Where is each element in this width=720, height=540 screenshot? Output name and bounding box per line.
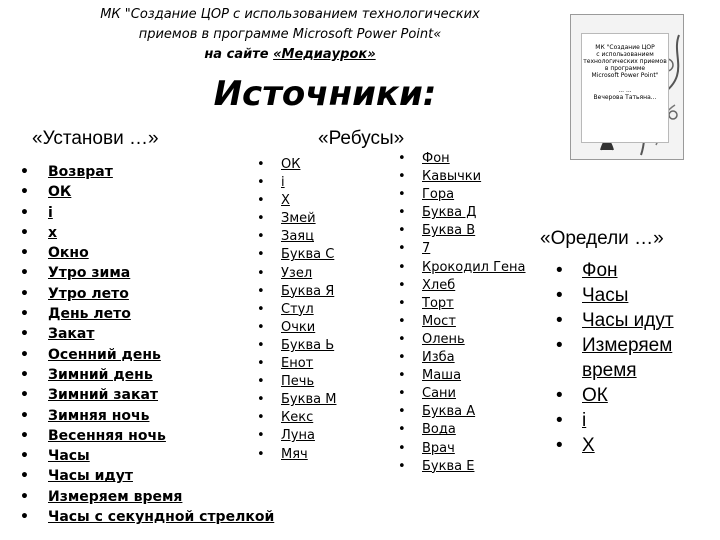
- list-item: [422, 440, 526, 458]
- hyperlink[interactable]: Буква С: [281, 247, 335, 263]
- hyperlink[interactable]: Печь: [281, 374, 315, 390]
- list-item: [281, 373, 336, 391]
- hyperlink[interactable]: Фон: [582, 260, 618, 281]
- hyperlink[interactable]: Торт: [422, 295, 454, 311]
- hyperlink[interactable]: Змей: [281, 211, 316, 227]
- hyperlink[interactable]: Часы с секундной стрелкой: [48, 509, 275, 526]
- list-item: [582, 433, 702, 458]
- list-item: [48, 466, 274, 486]
- list-item: [422, 458, 526, 476]
- page-title: Источники:: [213, 74, 437, 114]
- list-item: [281, 265, 336, 283]
- hyperlink[interactable]: Возврат: [48, 164, 113, 180]
- hyperlink[interactable]: Вода: [422, 422, 456, 438]
- list-item: [422, 222, 526, 240]
- hyperlink[interactable]: Стул: [281, 301, 314, 317]
- hyperlink[interactable]: Фон: [422, 151, 450, 166]
- header-line-3: [60, 46, 520, 64]
- list-item: [48, 284, 274, 304]
- hyperlink[interactable]: Весенняя ночь: [48, 427, 166, 444]
- list-item: [48, 507, 274, 527]
- hyperlink[interactable]: Буква Д: [422, 205, 477, 221]
- hyperlink[interactable]: Буква М: [281, 392, 337, 408]
- hyperlink[interactable]: Буква Ь: [281, 337, 335, 353]
- list-item: [422, 295, 526, 313]
- hyperlink[interactable]: Буква А: [422, 404, 476, 420]
- thumbnail-line: МК "Создание ЦОР: [595, 44, 655, 51]
- thumbnail-line: Вечерова Татьяна...: [593, 94, 657, 101]
- hyperlink[interactable]: Мяч: [281, 446, 308, 462]
- list-item: [582, 258, 702, 283]
- list-item: [48, 162, 274, 182]
- hyperlink[interactable]: Утро лето: [48, 285, 129, 302]
- thumbnail-line: с использованием: [596, 51, 654, 58]
- hyperlink[interactable]: Гора: [422, 187, 455, 203]
- list-item: [281, 210, 336, 228]
- hyperlink[interactable]: Хлеб: [422, 277, 456, 293]
- hyperlink[interactable]: Зимняя ночь: [48, 407, 150, 424]
- hyperlink[interactable]: Сани: [422, 386, 456, 402]
- hyperlink[interactable]: ОК: [48, 184, 72, 201]
- hyperlink[interactable]: X: [281, 193, 290, 209]
- list-item: [582, 308, 702, 333]
- hyperlink[interactable]: Буква В: [422, 223, 476, 239]
- list-item: [281, 228, 336, 246]
- list-item: [48, 182, 274, 202]
- hyperlink[interactable]: Изба: [422, 350, 455, 366]
- list-item: [582, 283, 702, 308]
- hyperlink[interactable]: i: [582, 410, 587, 431]
- list-item: [48, 406, 274, 426]
- hyperlink[interactable]: Маша: [422, 368, 462, 384]
- list-item: [281, 283, 336, 301]
- hyperlink[interactable]: ОК: [281, 157, 301, 172]
- hyperlink[interactable]: X: [582, 435, 595, 456]
- list-item: [422, 186, 526, 204]
- rebusy-heading: «Ребусы»: [318, 128, 405, 149]
- list-item: [281, 427, 336, 445]
- hyperlink[interactable]: Кекс: [281, 410, 314, 426]
- hyperlink[interactable]: Заяц: [281, 229, 314, 245]
- mediaurok-link[interactable]: «Медиаурок»: [273, 47, 376, 62]
- thumbnail-line: Microsoft Power Point": [591, 72, 659, 79]
- list-item: [582, 408, 702, 433]
- hyperlink[interactable]: Крокодил Гена: [422, 259, 526, 275]
- hyperlink[interactable]: Олень: [422, 331, 465, 347]
- hyperlink[interactable]: Измеряем время: [48, 488, 183, 505]
- list-item: [422, 259, 526, 277]
- list-item: [48, 426, 274, 446]
- hyperlink[interactable]: Мост: [422, 313, 456, 329]
- list-item: [422, 421, 526, 439]
- hyperlink[interactable]: Врач: [422, 440, 455, 456]
- list-item: [281, 156, 336, 174]
- hyperlink[interactable]: Кавычки: [422, 169, 482, 185]
- hyperlink[interactable]: Измеряем время: [582, 335, 673, 381]
- list-item: [48, 243, 274, 263]
- hyperlink[interactable]: x: [48, 224, 58, 241]
- list-item: [422, 403, 526, 421]
- hyperlink[interactable]: Часы идут: [582, 310, 674, 331]
- thumbnail-title-card: [581, 33, 669, 143]
- list-item: [422, 277, 526, 295]
- list-item: [48, 487, 274, 507]
- hyperlink[interactable]: i: [48, 204, 53, 221]
- ustanovi-heading: «Установи …»: [32, 128, 159, 149]
- hyperlink[interactable]: День лето: [48, 306, 131, 323]
- list-item: [422, 168, 526, 186]
- list-item: [281, 391, 336, 409]
- list-item: [48, 263, 274, 283]
- hyperlink[interactable]: Окно: [48, 245, 89, 262]
- hyperlink[interactable]: ОК: [582, 385, 608, 406]
- hyperlink[interactable]: Зимний день: [48, 366, 153, 383]
- list-item: [48, 203, 274, 223]
- list-item: [582, 333, 702, 383]
- presentation-thumbnail[interactable]: [570, 14, 684, 160]
- hyperlink[interactable]: Буква Я: [281, 283, 335, 299]
- list-item: [422, 204, 526, 222]
- list-item: [48, 365, 274, 385]
- list-item: [281, 446, 336, 464]
- list-item: [582, 383, 702, 408]
- list-item: [48, 446, 274, 466]
- list-item: [48, 385, 274, 405]
- list-item: [422, 313, 526, 331]
- header-line-2: приемов в программе Microsoft Power Point«: [138, 27, 442, 42]
- thumbnail-line: в программе: [604, 65, 646, 72]
- list-item: [48, 345, 274, 365]
- list-item: [48, 304, 274, 324]
- list-item: [281, 319, 336, 337]
- opredeli-list: [582, 258, 702, 458]
- list-item: [281, 409, 336, 427]
- hyperlink[interactable]: Часы: [582, 285, 629, 306]
- hyperlink[interactable]: Узел: [281, 265, 313, 281]
- hyperlink[interactable]: Буква Е: [422, 458, 475, 474]
- thumbnail-line: технологических приемов: [583, 58, 667, 65]
- thumbnail-line: ... ...: [618, 87, 632, 94]
- list-item: [422, 367, 526, 385]
- list-item: [422, 385, 526, 403]
- rebusy-list-col2: [422, 150, 526, 476]
- list-item: [422, 150, 526, 168]
- list-item: [281, 337, 336, 355]
- list-item: [422, 331, 526, 349]
- hyperlink[interactable]: Енот: [281, 356, 314, 372]
- hyperlink[interactable]: Часы идут: [48, 468, 133, 485]
- list-item: [422, 240, 526, 258]
- list-item: [281, 174, 336, 192]
- hyperlink[interactable]: Утро зима: [48, 265, 131, 282]
- list-item: [281, 301, 336, 319]
- list-item: [48, 324, 274, 344]
- hyperlink[interactable]: i: [281, 175, 285, 191]
- ustanovi-list: [48, 162, 274, 527]
- header-line-1: МК "Создание ЦОР с использованием технологических: [100, 7, 480, 22]
- hyperlink[interactable]: Закат: [48, 326, 95, 343]
- hyperlink[interactable]: Осенний день: [48, 346, 161, 363]
- list-item: [281, 355, 336, 373]
- hyperlink[interactable]: 7: [422, 241, 431, 257]
- list-item: [422, 349, 526, 367]
- hyperlink[interactable]: Зимний закат: [48, 387, 159, 404]
- opredeli-heading: «Оредели …»: [540, 228, 664, 249]
- hyperlink[interactable]: Очки: [281, 319, 316, 335]
- list-item: [281, 246, 336, 264]
- header-site-prefix: на сайте: [204, 47, 274, 62]
- rebusy-list-col1: [281, 156, 336, 464]
- hyperlink[interactable]: Часы: [48, 448, 90, 465]
- hyperlink[interactable]: Луна: [281, 428, 315, 444]
- list-item: [281, 192, 336, 210]
- list-item: [48, 223, 274, 243]
